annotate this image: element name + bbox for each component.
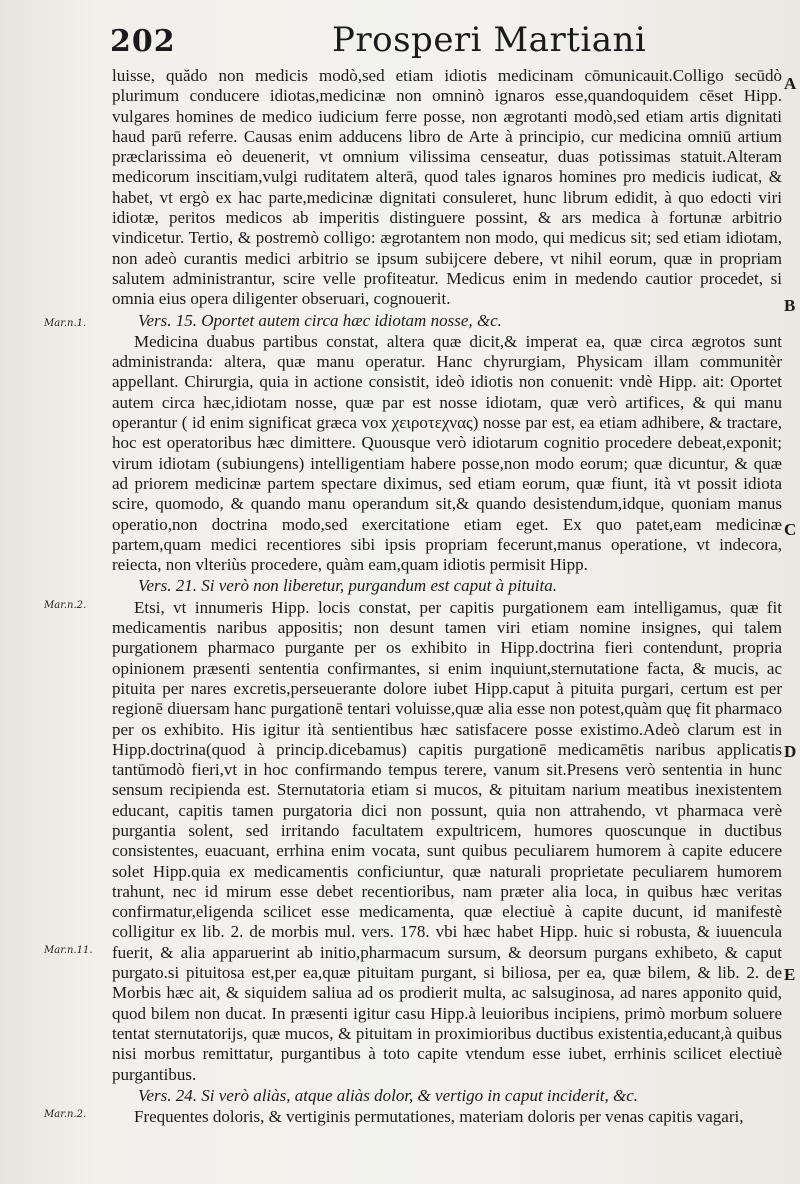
body-text bbox=[112, 66, 782, 1127]
section-letter-c: C bbox=[784, 520, 797, 539]
section-letter-d: D bbox=[784, 742, 797, 761]
running-title: Prosperi Martiani bbox=[332, 20, 647, 60]
paragraph-3: Etsi, vt innumeris Hipp. locis constat, per capitis purgationem eam intelligamus, quæ fit medicamentis naribus appositis; non desunt tamen viri etiam nomine insignes, qui talem purgationem pharmaco purgante per os exhibito in Hipp.doctrina fieri contendunt, propria opinionem præsenti sententia confirmantes, si enim inquiunt,sternutatione facta, & mucis, ac pituita per nares excretis,perseuerante dolore iubet Hipp.caput à pituita purgari, certum est per regionē diuersam hanc purgationē tentari voluisse,quæ alia esse non potest,quàm quę fit pharmaco per os exhibito. His igitur ità sentientibus hæc satisfacere posse existimo.Adeò clarum est in Hipp.doctrina(quod à princip.dicebamus) capitis purgationē medicamētis naribus applicatis tantūmodò fieri,vt in hoc confirmando tempus terere, vanum sit.Presens verò sententia in hunc sensum recipienda est. Sternutatoria etiam si mucos, & pituitam narium meatibus inexistentem educant, capitis tamen purgatoria dici non possunt, quia non attrahendo, vt pharmaca verè purgantia solent, sed irritando facultatem expultricem, humores quoscunque in ductibus consistentes, euacuant, errhina enim vocata, sunt quibus peculiarem humorem à capite educere solet Hipp.quia ex medicamentis conficiuntur, quæ naturali proprietate peculiarem humorem trahunt, nec id mirum esse debet recentioribus, nam præter alia loca, in quibus hæc veritas confirmatur,eligenda scilicet esse medicamenta, quæ electiuè à capite ducunt, id manifestè colligitur ex lib. 2. de morbis mul. vers. 178. vbi hæc habet Hipp. huic si robusta, & iuuencula fuerit, & alia apparuerint ab initio,pharmacum sursum, & deorsum purgans exhibeto, & caput purgato.si pituitosa est,per ea,quæ pituitam purgant, si biliosa, per ea, quæ bilem, & lib. 2. de Morbis hæc ait, & siquidem saliua ad os prodierit multa, ac salsuginosa, ad nares apponito quid, quod bilem non ducat. In præsenti igitur casu Hipp.à leuioribus incipiens, primò morbum soluere tentat sternutatorijs, quæ mucos, & pituitam in proximioribus ductibus existentia,educant,à quibus nisi morbus remittatur, purgantibus à toto capite vtendum esse iubet, errhinis scilicet electiuè purgantibus. bbox=[112, 597, 782, 1084]
page-header bbox=[110, 10, 680, 62]
paragraph-1: luisse, quădo non medicis modò,sed etiam idiotis medicinam cōmunicauit.Colligo secūdò plurimum conducere idiotas,medicinæ non omninò ignaros esse,quandoquidem cēset Hipp. vulgares homines de medico iudicium ferre posse, non ægrotanti modò,sed etiam artis dignitati haud parū referre. Causas enim adducens libro de Arte à principio, cur medicina omniū artium præclarissima eò deuenerit, vt omnium vilissima censeatur, duas potissimas statuit.Alteram medicorum inscitiam,vulgi ruditatem alterā, quod tales ignaros homines pro medicis iudicat, & habet, vt ergò ex hac parte,medicinæ dignitati consuleret, hunc librum edidit, à quo edocti viri idiotæ, peritos medicos ab imperitis distinguere possint, & ars medica à fortunæ arbitrio vindicetur. Tertio, & postremò colligo: ægrotantem non modo, qui medicus sit; sed etiam idiotam, non adeò curantis medici arbitrio se ipsum subijcere debere, vt nihil eorum, quæ in propriam salutem administrantur, scire velle profiteatur. Medicus enim in medendo cautior procedet, si omnia eius opera diligenter obseruari, cognouerit. bbox=[112, 66, 782, 309]
margin-note-3: Mar.n.11. bbox=[44, 945, 93, 956]
paragraph-2: Medicina duabus partibus constat, altera quæ dicit,& imperat ea, quæ circa ægrotos sunt administranda: altera, quæ manu operatur. Hanc chyrurgiam, Physicam illam communitèr appellant. Chirurgia, quia in actione consistit, ideò idiotis non conuenit: vndè Hipp. ait: Oportet autem circa hæc,idiotam nosse, quæ par est nosse idiotam, quæ verò artifices, & qui manu operantur ( id enim significat græca vox χειροτεχνας) nosse par est, ea etiam adhibere, & tractare, hoc est operatoribus hæc dimittere. Quousque verò idiotarum cognitio procedere debeat,exponit; virum idiotam (subiungens) intelligentiam habere posse,non modo eorum; quæ dicuntur, & quæ ad priorem medicinæ partem spectare diximus, sed etiam eorum, quæ fiunt, ità vt possit idiota scire, quomodo, & quando manu operandum sit,& quando desistendum,idque, quoniam manus operatio,non doctrina modo,sed exercitatione etiam eget. Ex quo patet,eam medicinæ partem,quam medici recentiores sibi ipsis propriam fecerunt,manus operatione, vt indecora, reiecta, non vlteriùs procedere, quàm eam,quam idiotis permisit Hipp. bbox=[112, 331, 782, 575]
margin-note-1: Mar.n.1. bbox=[44, 318, 87, 329]
verse-heading-24: Vers. 24. Si verò aliàs, atque aliàs dolor, & vertigo in caput inciderit, &c. bbox=[138, 1085, 639, 1105]
verse-heading-15: Vers. 15. Oportet autem circa hæc idiotam nosse, &c. bbox=[138, 310, 502, 330]
margin-note-4: Mar.n.2. bbox=[44, 1109, 87, 1120]
section-letter-e: E bbox=[784, 965, 796, 984]
page-number: 202 bbox=[110, 24, 176, 59]
margin-note-2: Mar.n.2. bbox=[44, 600, 87, 611]
section-letter-b: B bbox=[784, 296, 796, 315]
section-letter-a: A bbox=[784, 74, 797, 93]
verse-heading-21: Vers. 21. Si verò non liberetur, purgandum est caput à pituita. bbox=[138, 576, 557, 596]
paragraph-4: Frequentes doloris, & vertiginis permutationes, materiam doloris per venas capitis vagari, bbox=[134, 1107, 744, 1127]
